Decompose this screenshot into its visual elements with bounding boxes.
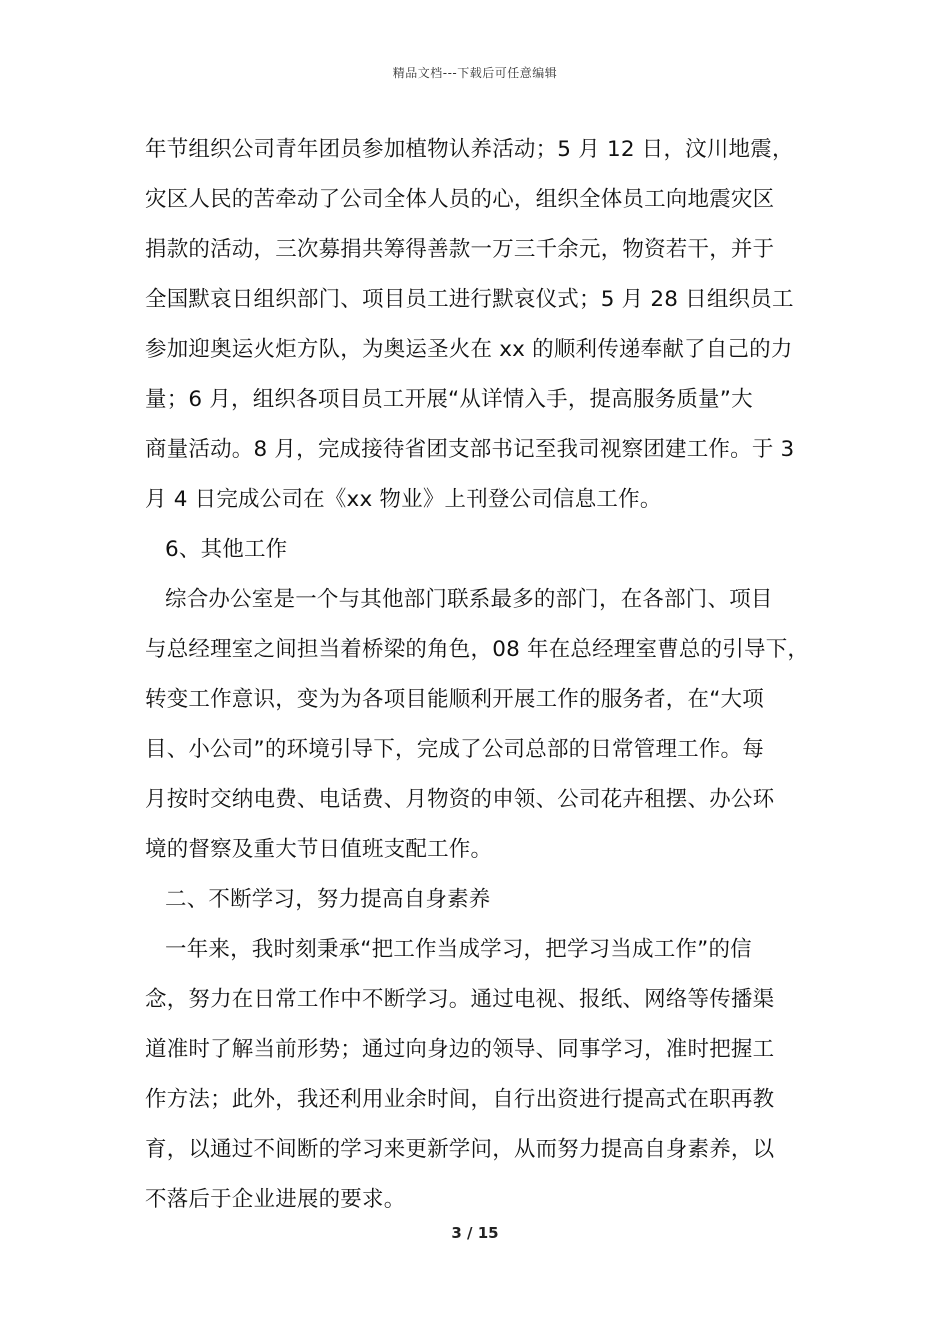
paragraph-line: 量；6 月，组织各项目员工开展“从详情入手，提高服务质量”大 [145, 387, 753, 412]
page-header: 精品文档---下载后可任意编辑 [392, 66, 558, 80]
paragraph-line: 综合办公室是一个与其他部门联系最多的部门，在各部门、项目 [165, 587, 773, 612]
paragraph-line: 道准时了解当前形势；通过向身边的领导、同事学习，准时把握工 [145, 1037, 775, 1062]
paragraph-line: 商量活动。8 月，完成接待省团支部书记至我司视察团建工作。于 3 [145, 437, 795, 462]
paragraph-line: 转变工作意识，变为为各项目能顺利开展工作的服务者，在“大项 [145, 687, 764, 712]
page-number: 3 / 15 [451, 1224, 499, 1242]
section-heading: 6、其他工作 [165, 537, 288, 562]
paragraph-line: 灾区人民的苦牵动了公司全体人员的心，组织全体员工向地震灾区 [145, 187, 775, 212]
paragraph-line: 月按时交纳电费、电话费、月物资的申领、公司花卉租摆、办公环 [145, 787, 775, 812]
paragraph-line: 参加迎奥运火炬方队，为奥运圣火在 xx 的顺利传递奉献了自己的力 [145, 337, 793, 362]
paragraph-line: 作方法；此外，我还利用业余时间，自行出资进行提高式在职再教 [145, 1087, 775, 1112]
paragraph-line: 境的督察及重大节日值班支配工作。 [145, 837, 493, 862]
section-heading: 二、不断学习，努力提高自身素养 [165, 887, 491, 912]
document-body [145, 125, 825, 1225]
paragraph-line: 目、小公司”的环境引导下，完成了公司总部的日常管理工作。每 [145, 737, 764, 762]
paragraph-line: 月 4 日完成公司在《xx 物业》上刊登公司信息工作。 [145, 487, 662, 512]
paragraph-line: 一年来，我时刻秉承“把工作当成学习，把学习当成工作”的信 [165, 937, 752, 962]
paragraph-line: 育，以通过不间断的学习来更新学问，从而努力提高自身素养，以 [145, 1137, 775, 1162]
paragraph-line: 与总经理室之间担当着桥梁的角色，08 年在总经理室曹总的引导下， [145, 637, 810, 662]
paragraph-line: 年节组织公司青年团员参加植物认养活动；5 月 12 日，汶川地震， [145, 137, 794, 162]
paragraph-line: 捐款的活动，三次募捐共筹得善款一万三千余元，物资若干，并于 [145, 237, 775, 262]
paragraph-line: 不落后于企业进展的要求。 [145, 1187, 406, 1212]
paragraph-line: 全国默哀日组织部门、项目员工进行默哀仪式；5 月 28 日组织员工 [145, 287, 794, 312]
paragraph-line: 念，努力在日常工作中不断学习。通过电视、报纸、网络等传播渠 [145, 987, 775, 1012]
